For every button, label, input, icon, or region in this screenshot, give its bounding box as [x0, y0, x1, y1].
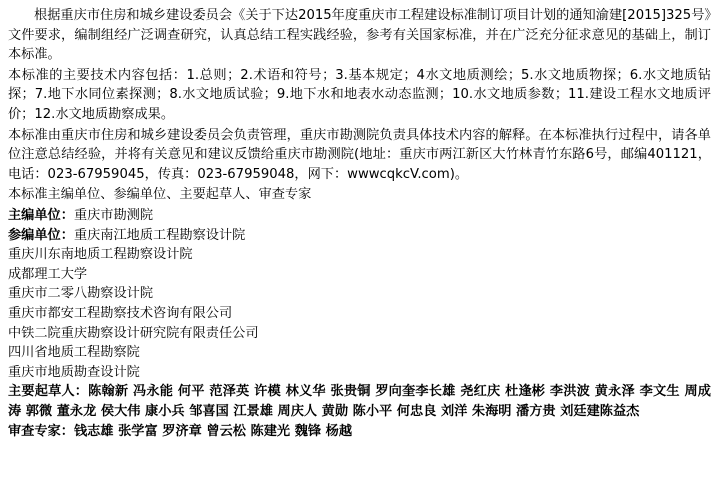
- paragraph-scope-basis: 根据重庆市住房和城乡建设委员会《关于下达2015年度重庆市工程建设标准制订项目计划的通知渝建[2015]325号》文件要求，编制组经广泛调查研究，认真总结工程实践经验，参考有关国家标准，并在广泛充分征求意见的基础上，制订本标准。: [8, 8, 711, 63]
- main-authors-block: [8, 382, 711, 421]
- co-editor-line-8: 重庆市地质勘查设计院: [8, 364, 140, 380]
- co-editor-line-4: 重庆市二零八勘察设计院: [8, 286, 154, 302]
- co-editor-line-7: 四川省地质工程勘察院: [8, 345, 140, 361]
- main-authors-label: 主要起草人：: [8, 384, 89, 400]
- co-editor-line-5: 重庆市都安工程勘察技术咨询有限公司: [8, 305, 233, 321]
- co-editor-value-1: 重庆南江地质工程勘察设计院: [73, 227, 246, 243]
- co-editors-label: 参编单位：: [8, 227, 74, 243]
- paragraph-administration: 本标准由重庆市住房和城乡建设委员会负责管理，重庆市勘测院负责具体技术内容的解释。在本标准执行过程中，请各单位注意总结经验，并将有关意见和建议反馈给重庆市勘测院(地址：重庆市两江新区大竹林青竹东路6号，邮编401121，电话：023-67959045，传真：023-67959048，网下：wwwcqkcV.com)。: [8, 127, 711, 182]
- co-editor-line-6: 中铁二院重庆勘察设计研究院有限责任公司: [8, 325, 259, 341]
- chief-editor-value: 重庆市勘测院: [73, 207, 154, 223]
- co-editor-line-2: 重庆川东南地质工程勘察设计院: [8, 247, 193, 263]
- main-authors-value: 陈翰新 冯永能 何平 范泽英 许模 林义华 张贵铜 罗向奎李长雄 尧红庆 杜逢彬 李洪波 黄永泽 李文生 周成涛 郭微 董永龙 侯大伟 康小兵 邹喜国 江景雄 周庆人 黄勋 陈小平 何忠良 刘洋 朱海明 潘方贵 刘廷建陈益杰: [8, 384, 711, 419]
- review-experts-value: 钱志雄 张学富 罗济章 曾云松 陈建光 魏锋 杨越: [73, 424, 353, 440]
- co-editor-line-1: [8, 226, 711, 246]
- chief-editor-label: 主编单位：: [8, 207, 74, 223]
- review-experts-block: [8, 422, 711, 442]
- paragraph-technical-contents: 本标准的主要技术内容包括：1.总则；2.术语和符号；3.基本规定；4水文地质测绘；5.水文地质物探；6.水文地质钻探；7.地下水同位素探测；8.水文地质试验；9.地下水和地表水动态监测；10.水文地质参数；11.建设工程水文地质评价；12.水文地质勘察成果。: [8, 67, 711, 122]
- review-experts-label: 审查专家：: [8, 424, 74, 440]
- chief-editor-line: [8, 206, 711, 226]
- co-editor-line-3: 成都理工大学: [8, 266, 88, 282]
- paragraph-org-list-intro: 本标准主编单位、参编单位、主要起草人、审查专家: [8, 187, 312, 203]
